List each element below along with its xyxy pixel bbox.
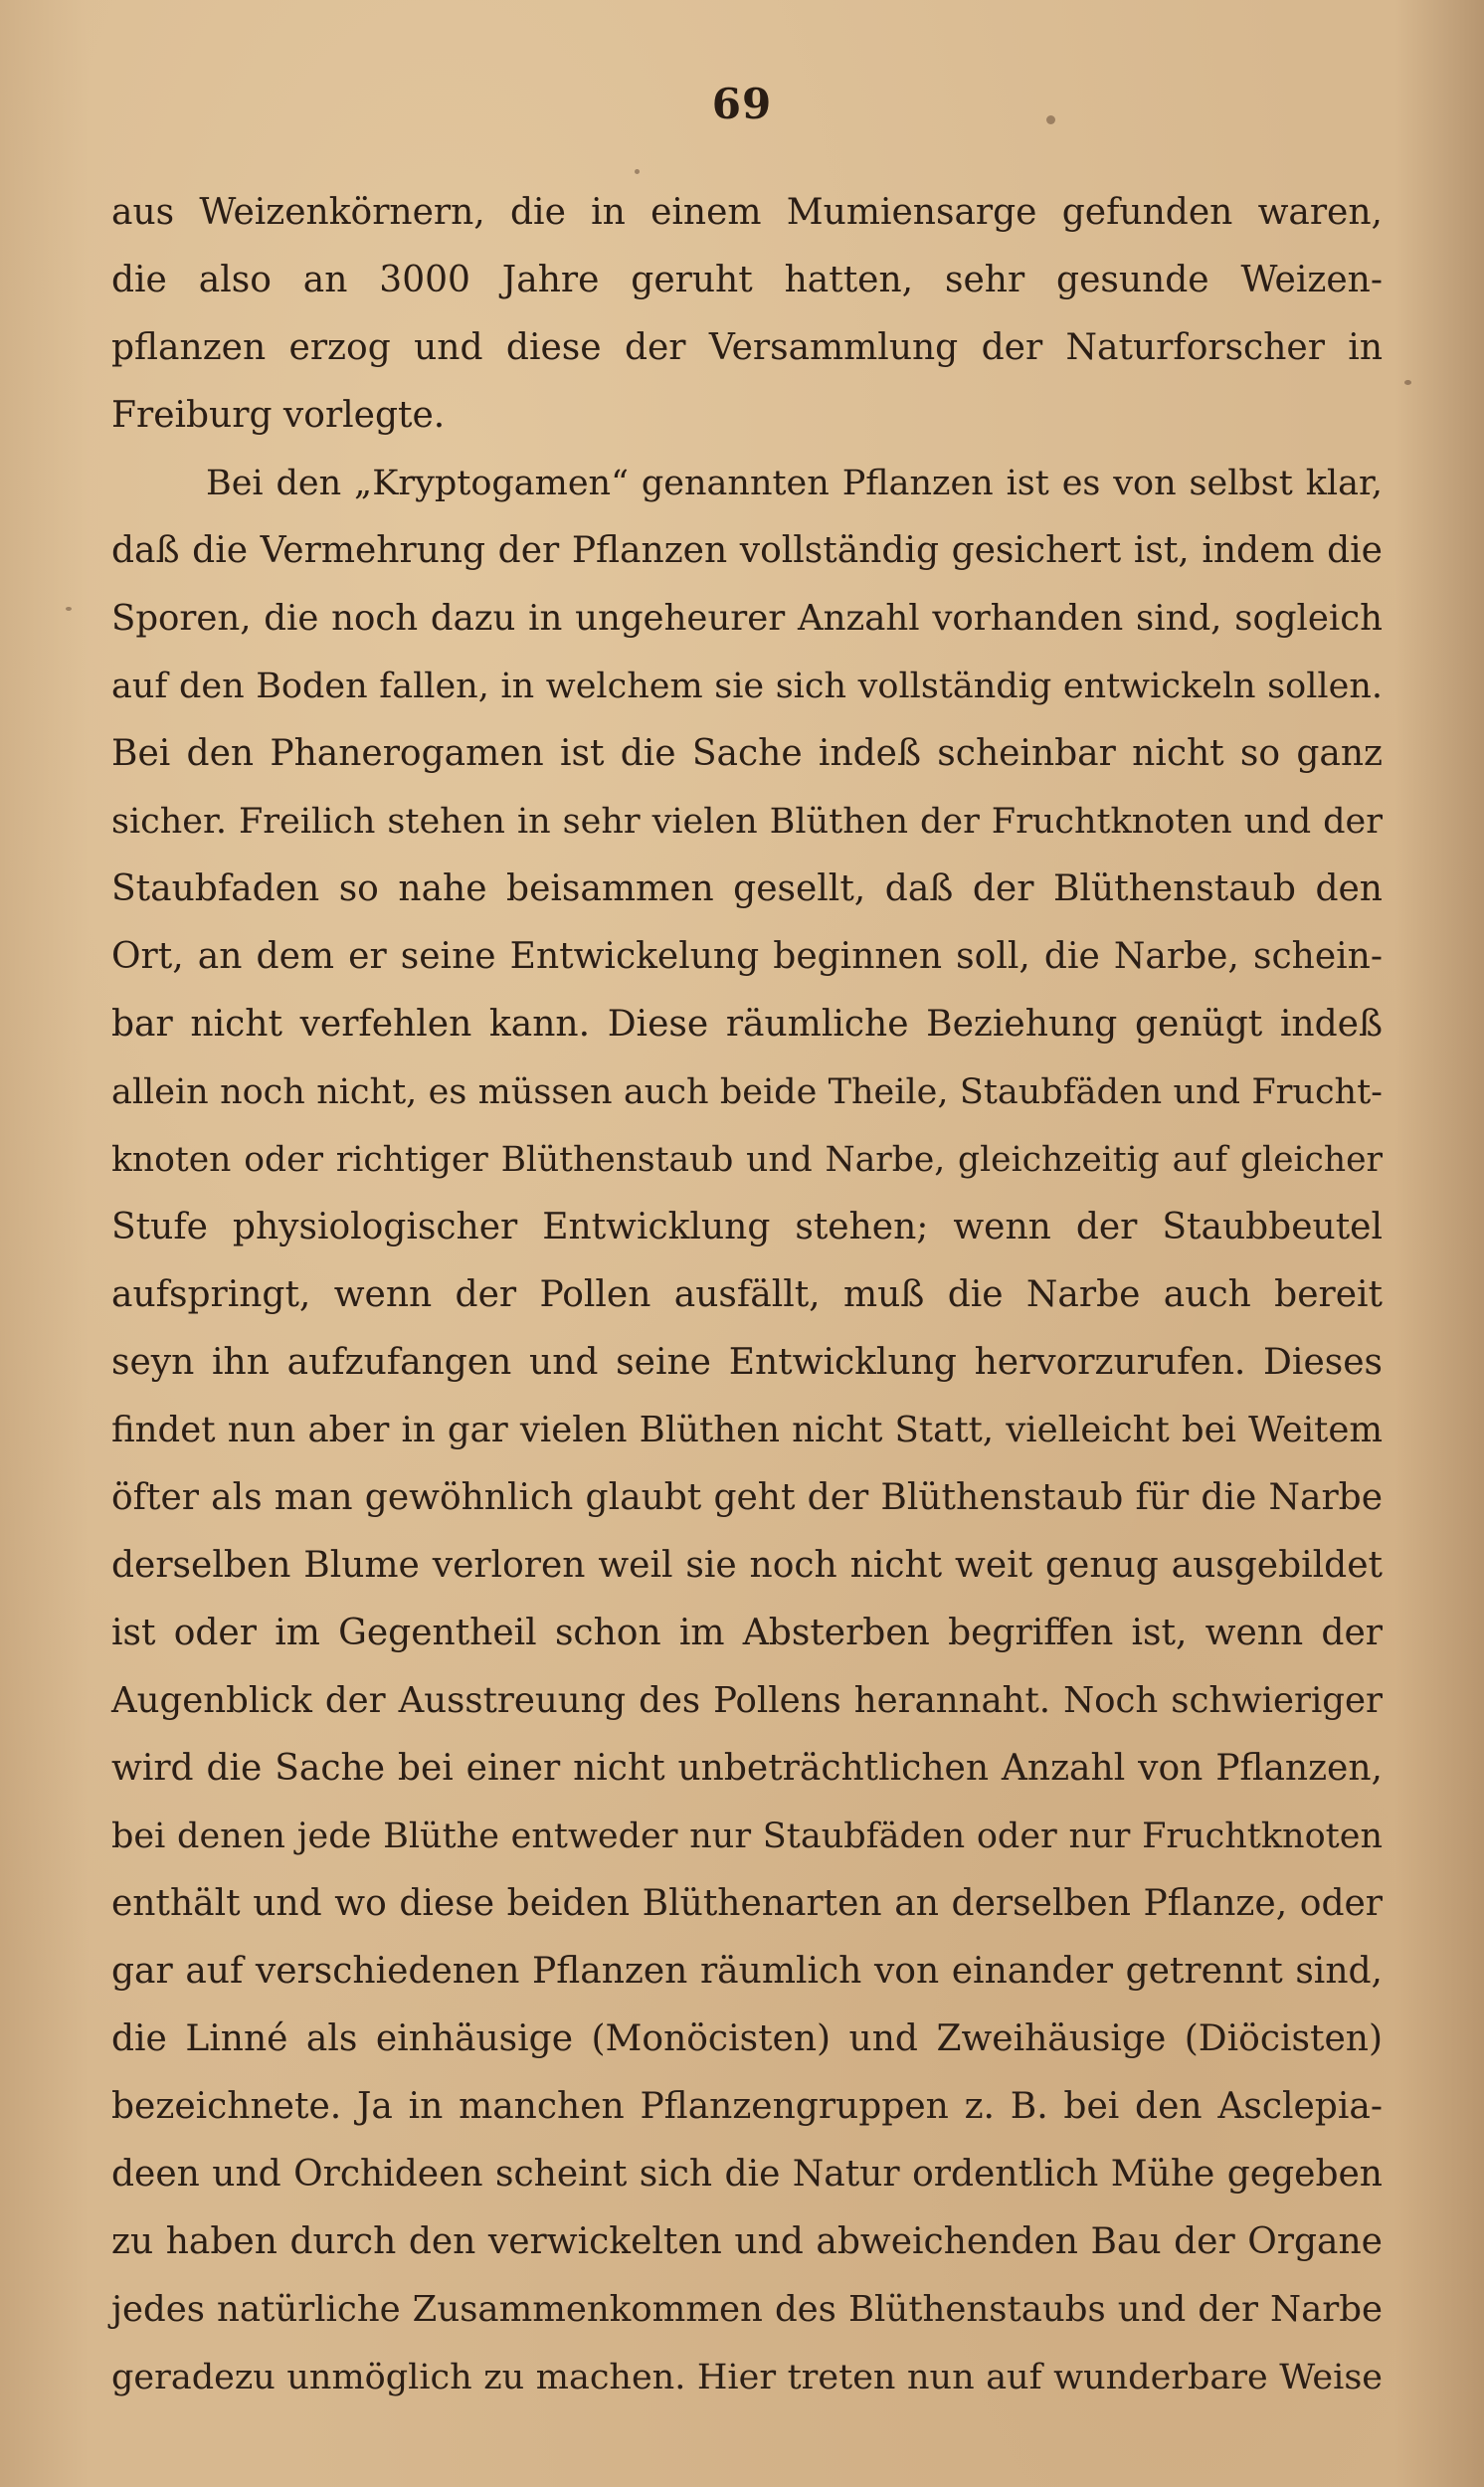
text-line: Freiburg vorlegte. bbox=[111, 395, 446, 436]
text-line: Sporen, die noch dazu in ungeheurer Anzahl vorhanden sind, sogleich bbox=[111, 598, 1383, 639]
text-line: Bei den „Kryptogamen“ genannten Pflanzen ist es von selbst klar, bbox=[206, 464, 1383, 503]
text-line: knoten oder richtiger Blüthenstaub und Narbe, gleichzeitig auf gleicher bbox=[111, 1140, 1383, 1180]
text-line: findet nun aber in gar vielen Blüthen nicht Statt, vielleicht bei Weitem bbox=[111, 1410, 1383, 1450]
text-body bbox=[111, 179, 1383, 2411]
text-line: jedes natürliche Zusammenkommen des Blüthenstaubs und der Narbe bbox=[111, 2289, 1383, 2330]
text-line: Bei den Phanerogamen ist die Sache indeß scheinbar nicht so ganz bbox=[111, 733, 1383, 774]
text-line: enthält und wo diese beiden Blüthenarten an derselben Pflanze, oder bbox=[111, 1883, 1383, 1924]
paper-speck bbox=[1046, 115, 1055, 124]
text-line: die Linné als einhäusige (Monöcisten) und Zweihäusige (Diöcisten) bbox=[111, 2018, 1383, 2059]
paper-speck bbox=[635, 169, 640, 174]
text-line: bei denen jede Blüthe entweder nur Staubfäden oder nur Fruchtknoten bbox=[111, 1817, 1383, 1856]
text-line: Staubfaden so nahe beisammen gesellt, daß der Blüthenstaub den bbox=[111, 868, 1383, 909]
text-line: aufspringt, wenn der Pollen ausfällt, muß die Narbe auch bereit bbox=[111, 1274, 1383, 1315]
text-line: sicher. Freilich stehen in sehr vielen Blüthen der Fruchtknoten und der bbox=[111, 802, 1383, 842]
text-line: Ort, an dem er seine Entwickelung beginnen soll, die Narbe, schein- bbox=[111, 936, 1383, 977]
text-line: ist oder im Gegentheil schon im Absterben begriffen ist, wenn der bbox=[111, 1613, 1383, 1653]
text-line: aus Weizenkörnern, die in einem Mumiensarge gefunden waren, bbox=[111, 192, 1383, 233]
text-line: allein noch nicht, es müssen auch beide Theile, Staubfäden und Frucht- bbox=[111, 1072, 1383, 1112]
paper-speck bbox=[1404, 380, 1411, 385]
paper-speck bbox=[66, 607, 72, 611]
text-line: derselben Blume verloren weil sie noch nicht weit genug ausgebildet bbox=[111, 1545, 1383, 1586]
text-line: wird die Sache bei einer nicht unbeträchtlichen Anzahl von Pflanzen, bbox=[111, 1748, 1383, 1789]
text-line: bezeichnete. Ja in manchen Pflanzengruppen z. B. bei den Asclepia- bbox=[111, 2086, 1383, 2127]
text-line: zu haben durch den verwickelten und abweichenden Bau der Organe bbox=[111, 2221, 1383, 2262]
text-line: auf den Boden fallen, in welchem sie sich vollständig entwickeln sollen. bbox=[111, 667, 1383, 706]
text-line: die also an 3000 Jahre geruht hatten, sehr gesunde Weizen- bbox=[111, 260, 1383, 300]
text-line: pflanzen erzog und diese der Versammlung der Naturforscher in bbox=[111, 327, 1383, 368]
text-line: seyn ihn aufzufangen und seine Entwicklung hervorzurufen. Dieses bbox=[111, 1342, 1383, 1383]
text-line: Stufe physiologischer Entwicklung stehen; wenn der Staubbeutel bbox=[111, 1207, 1383, 1247]
page-number: 69 bbox=[711, 80, 773, 128]
text-line: daß die Vermehrung der Pflanzen vollständig gesichert ist, indem die bbox=[111, 530, 1383, 571]
text-line: öfter als man gewöhnlich glaubt geht der Blüthenstaub für die Narbe bbox=[111, 1477, 1383, 1518]
text-line: bar nicht verfehlen kann. Diese räumliche Beziehung genügt indeß bbox=[111, 1004, 1383, 1045]
text-line: gar auf verschiedenen Pflanzen räumlich von einander getrennt sind, bbox=[111, 1951, 1383, 1992]
text-line: Augenblick der Ausstreuung des Pollens herannaht. Noch schwieriger bbox=[111, 1680, 1383, 1721]
text-line: deen und Orchideen scheint sich die Natur ordentlich Mühe gegeben bbox=[111, 2154, 1383, 2195]
text-line: geradezu unmöglich zu machen. Hier treten nun auf wunderbare Weise bbox=[111, 2358, 1383, 2397]
